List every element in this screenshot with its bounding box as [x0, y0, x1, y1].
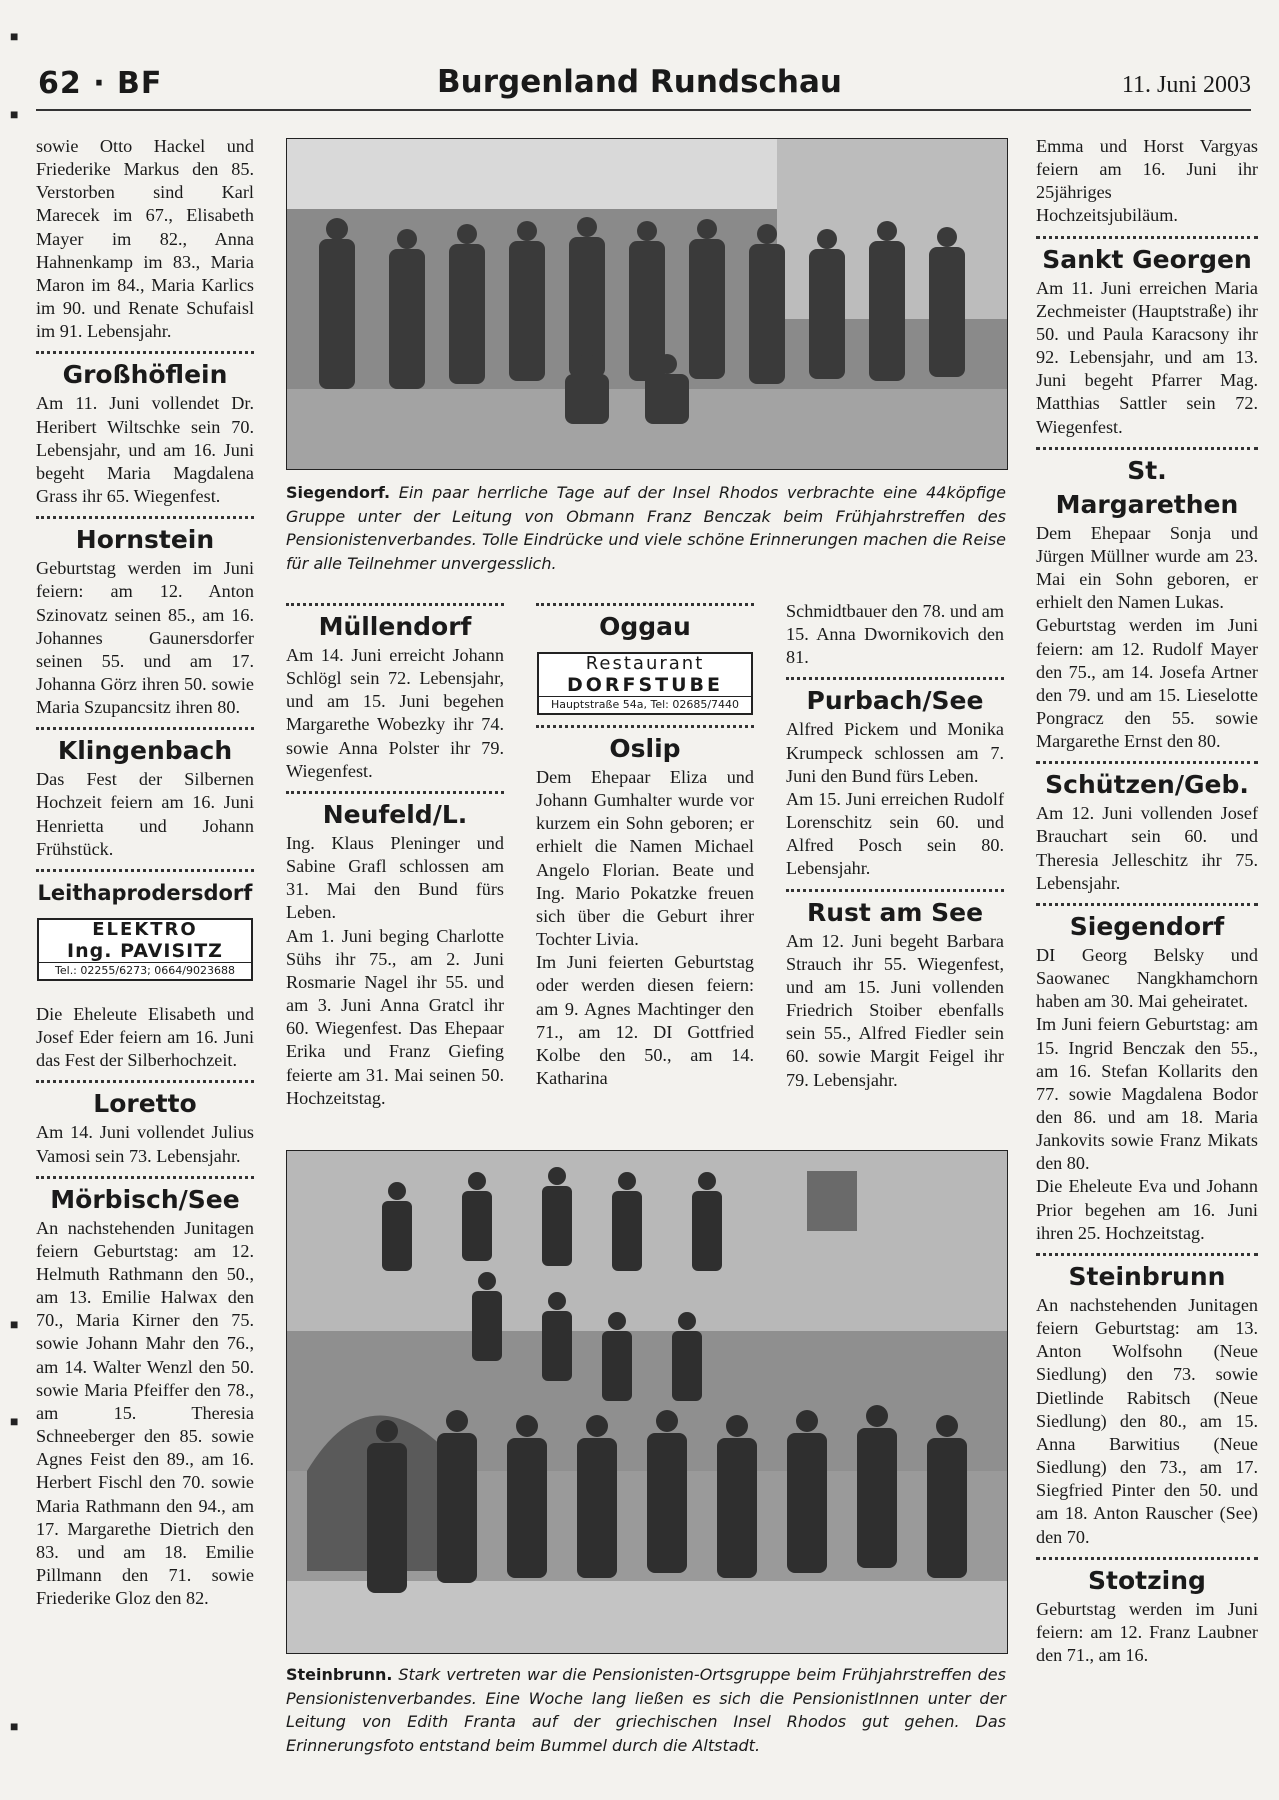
section-heading: Leithaprodersdorf	[37, 880, 253, 905]
column-1	[36, 135, 254, 1610]
group-photo-graphic	[287, 1151, 1007, 1653]
section-heading: Loretto	[93, 1089, 197, 1119]
photo-steinbrunn-group	[286, 1150, 1008, 1654]
article-text: Am 14. Juni erreicht Johann Schlögl sein 72. Lebensjahr, und am 15. Juni begehen Margarethe Wobezky ihr 74. sowie Anna Polster ihr 79. Wiegenfest.	[286, 645, 504, 781]
article-text: Dem Ehepaar Eliza und Johann Gumhalter wurde vor kurzem ein Sohn geboren; er erhielt die Namen Michael Angelo Florian. Beate und Ing. Mario Pokatzke freuen sich über die Geburt ihrer Tochter Livia.	[536, 767, 754, 950]
article-text: Geburtstag werden im Juni feiern: am 12. Franz Laubner den 71., am 16.	[1036, 1598, 1258, 1665]
article-text: Ing. Klaus Pleninger und Sabine Grafl schlossen am 31. Mai den Bund fürs Leben.	[286, 832, 504, 923]
dotted-divider	[286, 791, 504, 794]
advertisement-restaurant	[537, 652, 753, 715]
caption-text: Stark vertreten war die Pensionisten-Ortsgruppe beim Frühjahrstreffen des Pensionistenverbandes. Eine Woche lang ließen es sich die PensionistInnen unter der Leitung von Edith Franta auf der griechischen Insel Rhodos gut gehen. Das Erinnerungsfoto entstand beim Bummel durch die Altstadt.	[286, 1665, 1006, 1755]
dotted-divider	[786, 889, 1004, 892]
article-text: Dem Ehepaar Sonja und Jürgen Müllner wurde am 23. Mai ein Sohn geboren, er erhielt den Namen Lukas.	[1036, 522, 1258, 613]
photo-caption-siegendorf	[286, 481, 1006, 575]
issue-date: 11. Juni 2003	[1121, 72, 1251, 98]
caption-lead: Siegendorf.	[286, 483, 391, 502]
section-heading: Großhöflein	[62, 360, 228, 390]
dotted-divider	[1036, 1557, 1258, 1560]
article-text: Am 12. Juni vollenden Josef Brauchart sein 60. und Theresia Jelleschitz ihr 75. Lebensjahr.	[1036, 803, 1258, 893]
section-heading: Rust am See	[806, 897, 984, 927]
dotted-divider	[36, 351, 254, 354]
section-heading: Sankt Georgen	[1042, 244, 1252, 274]
section-heading: Klingenbach	[57, 736, 233, 766]
photo-caption-steinbrunn	[286, 1663, 1006, 1757]
photo-siegendorf-group	[286, 138, 1008, 470]
margin-mark: ■	[10, 108, 19, 123]
article-text: Am 15. Juni erreichen Rudolf Lorenschitz sein 60. und Alfred Posch sein 80. Lebensjahr.	[786, 788, 1004, 879]
dotted-divider	[1036, 447, 1258, 450]
article-text: Geburtstag werden im Juni feiern: am 12. Anton Szinovatz seinen 85., am 16. Johannes Gaunersdorfer seinen 55. und am 17. Johanna Görz ihren 50. sowie Maria Szupancsitz ihren 80.	[36, 558, 254, 718]
margin-mark: ■	[10, 1720, 19, 1735]
ad-line: Ing. PAVISITZ	[67, 939, 223, 962]
margin-mark: ■	[10, 1318, 19, 1333]
section-heading: Siegendorf	[1069, 911, 1225, 941]
article-text: Die Eheleute Eva und Johann Prior begehen am 16. Juni ihren 25. Hochzeitstag.	[1036, 1176, 1258, 1243]
ad-line: DORFSTUBE	[566, 674, 724, 696]
section-heading: St. Margarethen	[1055, 455, 1239, 519]
dotted-divider	[1036, 903, 1258, 906]
article-text: Geburtstag werden im Juni feiern: am 12. Rudolf Mayer den 75., am 14. Josefa Artner den 79. und am 15. Lieselotte Pongracz den 55. sowie Margarethe Ernst den 80.	[1036, 615, 1258, 752]
page-header	[0, 0, 1279, 112]
ad-line: Tel.: 02255/6273; 0664/9023688	[39, 962, 251, 979]
article-text: Am 12. Juni begeht Barbara Strauch ihr 55. Wiegenfest, und am 15. Juni vollenden Friedrich Stoiber ebenfalls sein 55., Alfred Fiedler sein 60. sowie Margit Feigel ihr 79. Lebensjahr.	[786, 930, 1004, 1090]
margin-mark: ■	[10, 1415, 19, 1430]
dotted-divider	[1036, 761, 1258, 764]
section-heading: Schützen/Geb.	[1045, 770, 1249, 800]
column-2	[286, 603, 504, 1110]
section-heading: Hornstein	[75, 525, 215, 555]
caption-text: Ein paar herrliche Tage auf der Insel Rhodos verbrachte eine 44köpfige Gruppe unter der Leitung von Obmann Franz Benczak beim Frühjahrstreffen des Pensionistenverbandes. Tolle Eindrücke und viele schöne Erinnerungen machen die Reise für alle Teilnehmer unvergesslich.	[286, 483, 1006, 573]
article-text: Am 11. Juni vollendet Dr. Heribert Wiltschke sein 70. Lebensjahr, und am 16. Juni begeht Maria Magdalena Grass ihr 65. Wiegenfest.	[36, 393, 254, 507]
dotted-divider	[1036, 236, 1258, 239]
header-rule	[36, 109, 1251, 111]
ad-line: ELEKTRO	[92, 918, 198, 940]
section-heading: Purbach/See	[806, 686, 984, 716]
article-text: An nachstehenden Junitagen feiern Geburtstag: am 12. Helmuth Rathmann den 50., am 13. Emilie Halwax den 70., Maria Kirner den 75. sowie Johann Mahr den 76., am 14. Walter Wenzl den 50. sowie Maria Pfeiffer den 78., am 15. Theresia Schneeberger den 85. sowie Agnes Feist den 89., am 16. Herbert Fischl den 70. sowie Maria Rathmann den 94., am 17. Margarethe Dietrich den 83. und am 18. Emilie Pillmann den 71. sowie Friederike Gloz den 82.	[36, 1217, 254, 1609]
article-text: Emma und Horst Vargyas feiern am 16. Juni ihr 25jähriges Hochzeitsjubiläum.	[1036, 136, 1258, 226]
column-3	[536, 603, 754, 1090]
caption-lead: Steinbrunn.	[286, 1665, 393, 1684]
page-number: 62 · BF	[38, 66, 163, 101]
ad-line: Restaurant	[585, 653, 705, 674]
advertisement-elektro	[37, 918, 253, 981]
section-heading: Neufeld/L.	[322, 799, 468, 829]
section-heading: Mörbisch/See	[50, 1184, 240, 1214]
section-heading: Oslip	[609, 734, 681, 763]
article-text: Die Eheleute Elisabeth und Josef Eder feiern am 16. Juni das Fest der Silberhochzeit.	[36, 1003, 254, 1071]
section-heading: Steinbrunn	[1068, 1261, 1226, 1291]
article-text: Schmidtbauer den 78. und am 15. Anna Dwornikovich den 81.	[786, 601, 1004, 668]
article-text: Alfred Pickem und Monika Krumpeck schlossen am 7. Juni den Bund fürs Leben.	[786, 719, 1004, 786]
dotted-divider	[786, 677, 1004, 680]
article-text: Im Juni feiern Geburtstag: am 15. Ingrid Benczak den 55., am 16. Stefan Kollarits den 77. sowie Magdalena Bodor den 86. und am 18. Maria Jankovits sowie Franz Mikats den 80.	[1036, 1014, 1258, 1174]
article-text: sowie Otto Hackel und Friederike Markus den 85. Verstorben sind Karl Marecek im 67., Elisabeth Mayer im 82., Anna Hahnenkamp im 83., Maria Maron im 84., Maria Karlics im 90. und Renate Schufaisl im 91. Lebensjahr.	[36, 136, 254, 342]
article-text: Im Juni feierten Geburtstag oder werden diesen feiern: am 9. Agnes Machtinger den 71., am 12. DI Gottfried Kolbe den 50., am 14. Katharina	[536, 952, 754, 1089]
article-text: Am 11. Juni erreichen Maria Zechmeister (Hauptstraße) ihr 50. und Paula Karacsony ihr 92. Lebensjahr, und am 13. Juni begeht Pfarrer Mag. Matthias Sattler sein 72. Wiegenfest.	[1036, 277, 1258, 437]
dotted-divider	[536, 725, 754, 728]
dotted-divider	[286, 603, 504, 606]
column-5	[1036, 135, 1258, 1667]
dotted-divider	[36, 1080, 254, 1083]
article-text: Am 14. Juni vollendet Julius Vamosi sein 73. Lebensjahr.	[36, 1122, 254, 1166]
newspaper-title: Burgenland Rundschau	[437, 64, 842, 100]
article-text: Am 1. Juni beging Charlotte Sühs ihr 75., am 2. Juni Rosmarie Nagel ihr 55. und am 3. Juni Anna Gratcl ihr 60. Wiegenfest. Das Ehepaar Erika und Franz Giefing feierte am 31. Mai seinen 50. Hochzeitstag.	[286, 925, 504, 1108]
section-heading: Stotzing	[1088, 1565, 1206, 1595]
group-photo-graphic	[287, 139, 1007, 469]
article-text: Das Fest der Silbernen Hochzeit feiern am 16. Juni Henrietta und Johann Frühstück.	[36, 769, 254, 859]
article-text: An nachstehenden Junitagen feiern Geburtstag: am 13. Anton Wolfsohn (Neue Siedlung) den 73. sowie Dietlinde Rabitsch (Neue Siedlung) den 80., am 15. Anna Barwitius (Neue Siedlung) den 73., am 17. Siegfried Pinter den 50. und am 18. Anton Rauscher (See) den 70.	[1036, 1294, 1258, 1547]
dotted-divider	[36, 1176, 254, 1179]
section-heading: Müllendorf	[318, 612, 472, 641]
dotted-divider	[36, 869, 254, 872]
article-text: DI Georg Belsky und Saowanec Nangkhamchorn haben am 30. Mai geheiratet.	[1036, 944, 1258, 1012]
dotted-divider	[1036, 1253, 1258, 1256]
column-4	[786, 600, 1004, 1092]
dotted-divider	[536, 603, 754, 606]
dotted-divider	[36, 516, 254, 519]
ad-line: Hauptstraße 54a, Tel: 02685/7440	[539, 696, 751, 713]
dotted-divider	[36, 727, 254, 730]
margin-mark: ■	[10, 30, 19, 45]
section-heading: Oggau	[599, 612, 691, 641]
